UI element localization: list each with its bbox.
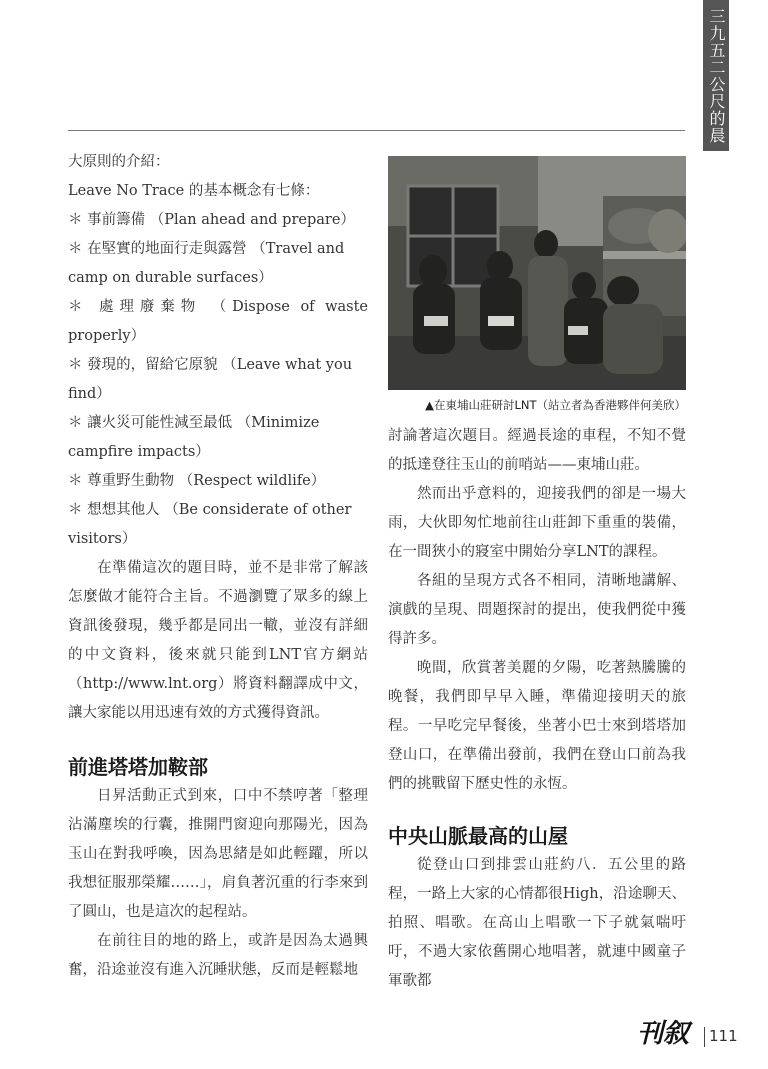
principle-line: ＊ 在堅實的地面行走與露營 （Travel and (68, 241, 345, 257)
chapter-side-tab: 三九五二公尺的晨曦 (703, 0, 729, 151)
magazine-logo: 刊叙 (637, 1019, 690, 1049)
footer-divider (704, 1027, 705, 1047)
lnt-principles-list (68, 148, 368, 554)
left-column (68, 148, 368, 985)
group-photo (388, 156, 686, 390)
photo-caption: ▲在東埔山莊研討LNT（站立者為香港夥伴何美欣） (425, 398, 686, 412)
principle-line: ＊ 事前籌備 （Plan ahead and prepare） (68, 212, 355, 228)
principle-line: visitors） (68, 531, 137, 547)
principle-line: ＊ 想想其他人 （Be considerate of other (68, 502, 352, 518)
principle-line: ＊ 發現的，留給它原貌 （Leave what you (68, 357, 353, 373)
principle-line: ＊ 尊重野生動物 （Respect wildlife） (68, 473, 326, 489)
paragraph-evening: 晚間，欣賞著美麗的夕陽，吃著熱騰騰的晚餐，我們即早早入睡，準備迎接明天的旅程。一早吃完早餐後，坐著小巴士來到塔塔加登山口，在準備出發前，我們在登山口前為我們的挑戰留下歷史性的永恆。 (388, 660, 686, 792)
right-column (388, 422, 686, 996)
header-rule (68, 130, 685, 131)
paragraph-groups: 各組的呈現方式各不相同，清晰地講解、演戲的呈現、問題探討的提出，使我們從中獲得許多。 (388, 573, 686, 647)
heading-tataka: 前進塔塔加鞍部 (68, 755, 208, 779)
principle-line: find） (68, 386, 111, 402)
page-number: 111 (709, 1027, 738, 1045)
principle-line: camp on durable surfaces） (68, 270, 273, 286)
heading-cabin: 中央山脈最高的山屋 (388, 824, 568, 848)
principle-line: campfire impacts） (68, 444, 210, 460)
paragraph-cabin: 從登山口到排雲山莊約八．五公里的路程，一路上大家的心情都很High，沿途聊天、拍照、唱歌。在高山上唱歌一下子就氣喘吁吁，不過大家依舊開心地唱著，就連中國童子軍歌都 (388, 857, 686, 989)
page-footer (637, 1013, 747, 1053)
paragraph-continued: 討論著這次題目。經過長途的車程，不知不覺的抵達登往玉山的前哨站——東埔山莊。 (388, 428, 686, 473)
paragraph-prep: 在準備這次的題目時，並不是非常了解該怎麼做才能符合主旨。不過瀏覽了眾多的線上資訊後發現，幾乎都是同出一轍，並沒有詳細的中文資料，後來就只能到LNT官方網站（http://www.lnt.org）將資料翻譯成中文，讓大家能以用迅速有效的方式獲得資訊。 (68, 560, 368, 721)
paragraph-rain: 然而出乎意料的，迎接我們的卻是一場大雨，大伙即匆忙地前往山莊卸下重重的裝備，在一間狹小的寢室中開始分享LNT的課程。 (388, 486, 686, 560)
principle-line: ＊ 讓火災可能性減至最低 （Minimize (68, 415, 320, 431)
paragraph-tataka-1: 日昇活動正式到來，口中不禁哼著「整理沾滿塵埃的行囊，推開門窗迎向那陽光，因為玉山在對我呼喚，因為思緒是如此輕躍，所以我想征服那榮耀……」，肩負著沉重的行李來到了圓山，也是這次的起程站。 (68, 788, 368, 920)
principle-line: Leave No Trace 的基本概念有七條： (68, 183, 320, 199)
paragraph-tataka-2: 在前往目的地的路上，或許是因為太過興奮，沿途並沒有進入沉睡狀態，反而是輕鬆地 (68, 933, 368, 978)
principle-line: ＊ 處理廢棄物 （Dispose of waste properly） (68, 299, 368, 344)
principle-line: 大原則的介紹： (68, 154, 170, 170)
